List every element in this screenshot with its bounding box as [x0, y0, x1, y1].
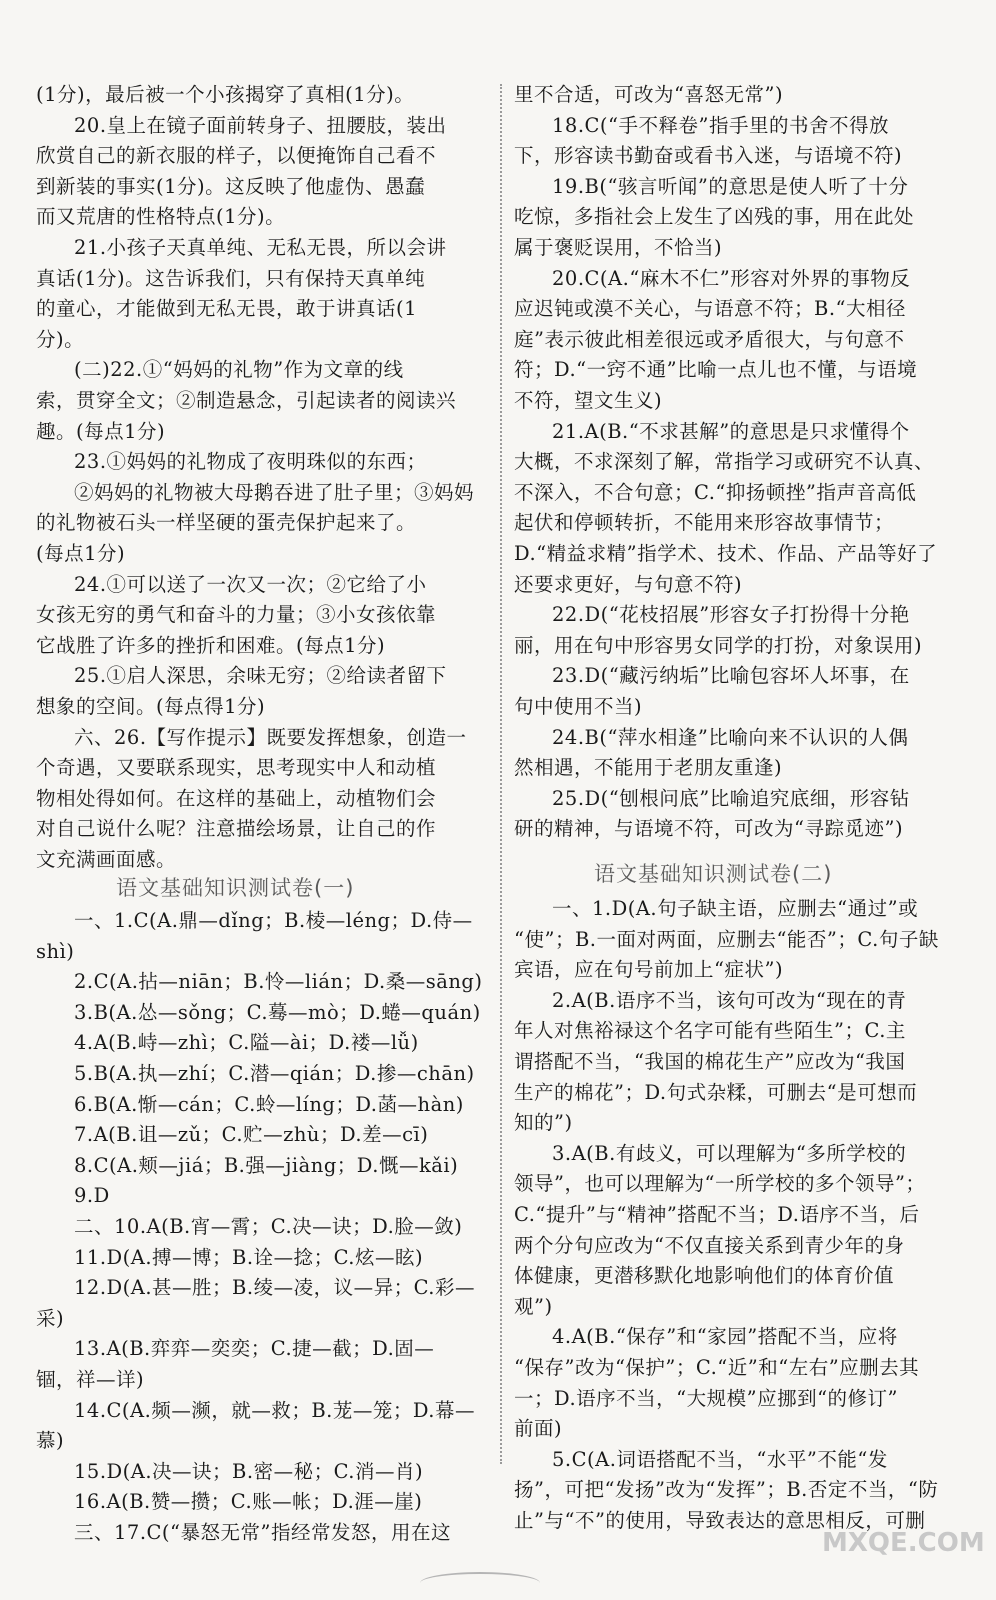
- text-line: 2.C(A.拈—niān；B.怜—lián；D.桑—sāng): [74, 970, 483, 994]
- text-line: 锢，祥—详): [36, 1368, 145, 1391]
- text-line: 11.D(A.搏—博；B.诠—捻；C.炫—眩): [74, 1245, 424, 1269]
- text-line: 21.小孩子天真单纯、无私无畏，所以会讲: [74, 236, 447, 259]
- text-line: 大概，不求深刻了解，常指学习或研究不认真、: [514, 450, 935, 474]
- text-line: 丽，用在句中形容男女同学的打扮，对象误用): [514, 633, 923, 657]
- text-line: 属于褒贬误用，不恰当): [514, 236, 723, 259]
- text-line: 19.B(“骇言听闻”的意思是使人听了十分: [552, 174, 909, 198]
- text-line: 采): [36, 1306, 65, 1330]
- text-line: C.“提升”与“精神”搭配不当；D.语序不当，后: [514, 1203, 920, 1226]
- text-line: 领导”，也可以理解为“一所学校的多个领导”；: [514, 1172, 926, 1196]
- text-line: (1分)，最后被一个小孩揭穿了真相(1分)。: [36, 83, 415, 106]
- text-line: 它战胜了许多的挫折和困难。(每点1分): [36, 633, 386, 657]
- text-line: 真话(1分)。这告诉我们，只有保持天真单纯: [36, 266, 426, 290]
- text-line: 20.皇上在镜子面前转身子、扭腰肢，装出: [74, 113, 447, 137]
- text-line: 12.D(A.甚—胜；B.绫—凌，议—异；C.彩—: [74, 1276, 475, 1300]
- text-line: 的童心，才能做到无私无畏，敢于讲真话(1: [36, 297, 418, 321]
- text-line: “保存”改为“保护”；C.“近”和“左右”应删去其: [514, 1356, 920, 1379]
- text-line: 一、1.C(A.鼎—dǐng；B.棱—léng；D.侍—: [74, 909, 473, 932]
- text-line: 年人对焦裕禄这个名字可能有些陌生”；C.主: [514, 1019, 906, 1043]
- text-line: 4.A(B.“保存”和“家园”搭配不当，应将: [552, 1325, 898, 1349]
- text-line: 对自己说什么呢？注意描绘场景，让自己的作: [36, 817, 437, 841]
- text-line: 分)。: [36, 327, 85, 351]
- text-line: 个奇遇，又要联系现实，思考现实中人和动植: [36, 756, 437, 780]
- text-line: 索，贯穿全文；②制造悬念，引起读者的阅读兴: [36, 389, 457, 412]
- text-line: 物相处得如何。在这样的基础上，动植物们会: [36, 786, 437, 810]
- text-line: 前面): [514, 1417, 563, 1441]
- section-title: 语文基础知识测试卷(二): [594, 862, 833, 886]
- text-line: 扬”，可把“发扬”改为“发挥”；B.否定不当，“防: [514, 1478, 939, 1502]
- text-line: 符；D.“一窍不通”比喻一点儿也不懂，与语境: [514, 358, 918, 382]
- text-line: 3.B(A.怂—sǒng；C.蓦—mò；D.蜷—quán): [74, 1000, 481, 1024]
- text-line: 还要求更好，与句意不符): [514, 572, 743, 596]
- text-line: “使”；B.一面对两面，应删去“能否”；C.句子缺: [514, 927, 939, 951]
- text-line: 而又荒唐的性格特点(1分)。: [36, 205, 286, 229]
- watermark-logo: MXQE.COM: [822, 1528, 985, 1558]
- text-line: 然相遇，不能用于老朋友重逢): [514, 756, 783, 780]
- text-line: 里不合适，可改为“喜怒无常”): [514, 83, 784, 106]
- text-line: 女孩无穷的勇气和奋斗的力量；③小女孩依靠: [36, 603, 437, 627]
- text-line: 6.B(A.惭—cán；C.蛉—líng；D.菡—hàn): [74, 1092, 464, 1116]
- text-line: 慕): [36, 1429, 65, 1453]
- text-line: 25.D(“刨根问底”比喻追究底细，形容钻: [552, 786, 910, 810]
- text-line: 7.A(B.诅—zǔ；C.贮—zhù；D.差—cī): [74, 1123, 429, 1147]
- text-line: ②妈妈的礼物被大母鹅吞进了肚子里；③妈妈: [74, 480, 475, 504]
- text-line: 想象的空间。(每点得1分): [36, 695, 266, 718]
- text-line: 的礼物被石头一样坚硬的蛋壳保护起来了。: [36, 511, 417, 535]
- text-line: 一、1.D(A.句子缺主语，应删去“通过”或: [552, 897, 919, 920]
- text-line: 25.①启人深思，余味无穷；②给读者留下: [74, 664, 447, 688]
- text-line: 六、26.【写作提示】既要发挥想象，创造一: [74, 725, 467, 749]
- text-line: 3.A(B.有歧义，可以理解为“多所学校的: [552, 1141, 907, 1165]
- text-line: 庭”表示彼此相差很远或矛盾很大，与句意不: [514, 327, 905, 351]
- text-line: 4.A(B.峙—zhì；C.隘—ài；D.褛—lǚ): [74, 1031, 419, 1055]
- text-line: 体健康，更潜移默化地影响他们的体育价值: [514, 1264, 895, 1288]
- text-line: 24.①可以送了一次又一次；②它给了小: [74, 572, 427, 596]
- text-line: 13.A(B.弈弈—奕奕；C.捷—截；D.固—: [74, 1337, 435, 1361]
- text-line: 5.B(A.执—zhí；C.潜—qián；D.掺—chān): [74, 1062, 475, 1085]
- text-line: (每点1分): [36, 542, 126, 565]
- text-line: 应迟钝或漠不关心，与语意不符；B.“大相径: [514, 297, 906, 321]
- text-line: 不符，望文生义): [514, 389, 663, 412]
- text-line: 三、17.C(“暴怒无常”指经常发怒，用在这: [74, 1521, 451, 1544]
- section-title: 语文基础知识测试卷(一): [116, 876, 355, 900]
- text-line: 研的精神，与语境不符，可改为“寻踪觅迹”): [514, 817, 904, 841]
- column-divider: [500, 84, 502, 1464]
- text-line: 趣。(每点1分): [36, 419, 166, 443]
- text-line: 到新装的事实(1分)。这反映了他虚伪、愚蠢: [36, 174, 426, 198]
- text-line: 2.A(B.语序不当，该句可改为“现在的青: [552, 988, 907, 1012]
- text-line: 一；D.语序不当，“大规模”应挪到“的修订”: [514, 1386, 899, 1410]
- text-line: 止”与“不”的使用，导致表达的意思相反，可删: [514, 1509, 926, 1532]
- text-line: 起伏和停顿转折，不能用来形容故事情节；: [514, 511, 895, 535]
- text-line: 下，形容读书勤奋或看书入迷，与语境不符): [514, 144, 903, 168]
- text-line: 谓搭配不当，“我国的棉花生产”应改为“我国: [514, 1050, 906, 1073]
- text-line: 知的”): [514, 1111, 573, 1135]
- text-line: 16.A(B.赞—攒；C.账—帐；D.涯—崖): [74, 1490, 423, 1514]
- page-footer-ornament: [420, 1572, 540, 1594]
- text-line: 23.①妈妈的礼物成了夜明珠似的东西；: [74, 450, 427, 474]
- text-line: 两个分句应改为“不仅直接关系到青少年的身: [514, 1233, 905, 1257]
- text-line: 文充满画面感。: [36, 848, 177, 871]
- text-line: 20.C(A.“麻木不仁”形容对外界的事物反: [552, 266, 911, 290]
- text-line: 句中使用不当): [514, 695, 643, 718]
- text-line: 二、10.A(B.宵—霄；C.决—诀；D.脸—敛): [74, 1215, 463, 1238]
- text-line: 生产的棉花”；D.句式杂糅，可删去“是可想而: [514, 1080, 918, 1104]
- text-line: 9.D: [74, 1184, 110, 1208]
- text-line: 23.D(“藏污纳垢”比喻包容坏人坏事，在: [552, 664, 910, 688]
- text-line: 吃惊，多指社会上发生了凶残的事，用在此处: [514, 205, 915, 229]
- text-line: 宾语，应在句号前加上“症状”): [514, 958, 784, 982]
- text-line: 21.A(B.“不求甚解”的意思是只求懂得个: [552, 419, 910, 443]
- text-line: 5.C(A.词语搭配不当，“水平”不能“发: [552, 1447, 888, 1471]
- text-line: 不深入，不合句意；C.“抑扬顿挫”指声音高低: [514, 480, 917, 504]
- text-line: 22.D(“花枝招展”形容女子打扮得十分艳: [552, 603, 910, 627]
- text-line: 15.D(A.决—诀；B.密—秘；C.消—肖): [74, 1459, 424, 1483]
- text-line: 14.C(A.频—濒，就—救；B.茏—笼；D.幕—: [74, 1398, 475, 1422]
- text-line: shì): [36, 939, 75, 963]
- text-line: 24.B(“萍水相逢”比喻向来不认识的人偶: [552, 725, 909, 749]
- text-line: D.“精益求精”指学术、技术、作品、产品等好了: [514, 542, 938, 565]
- text-line: 欣赏自己的新衣服的样子，以便掩饰自己看不: [36, 144, 437, 168]
- text-line: 18.C(“手不释卷”指手里的书舍不得放: [552, 113, 889, 137]
- text-line: 观”): [514, 1294, 553, 1318]
- text-line: 8.C(A.颊—jiá；B.强—jiàng；D.慨—kǎi): [74, 1153, 459, 1177]
- text-line: (二)22.①“妈妈的礼物”作为文章的线: [74, 358, 404, 382]
